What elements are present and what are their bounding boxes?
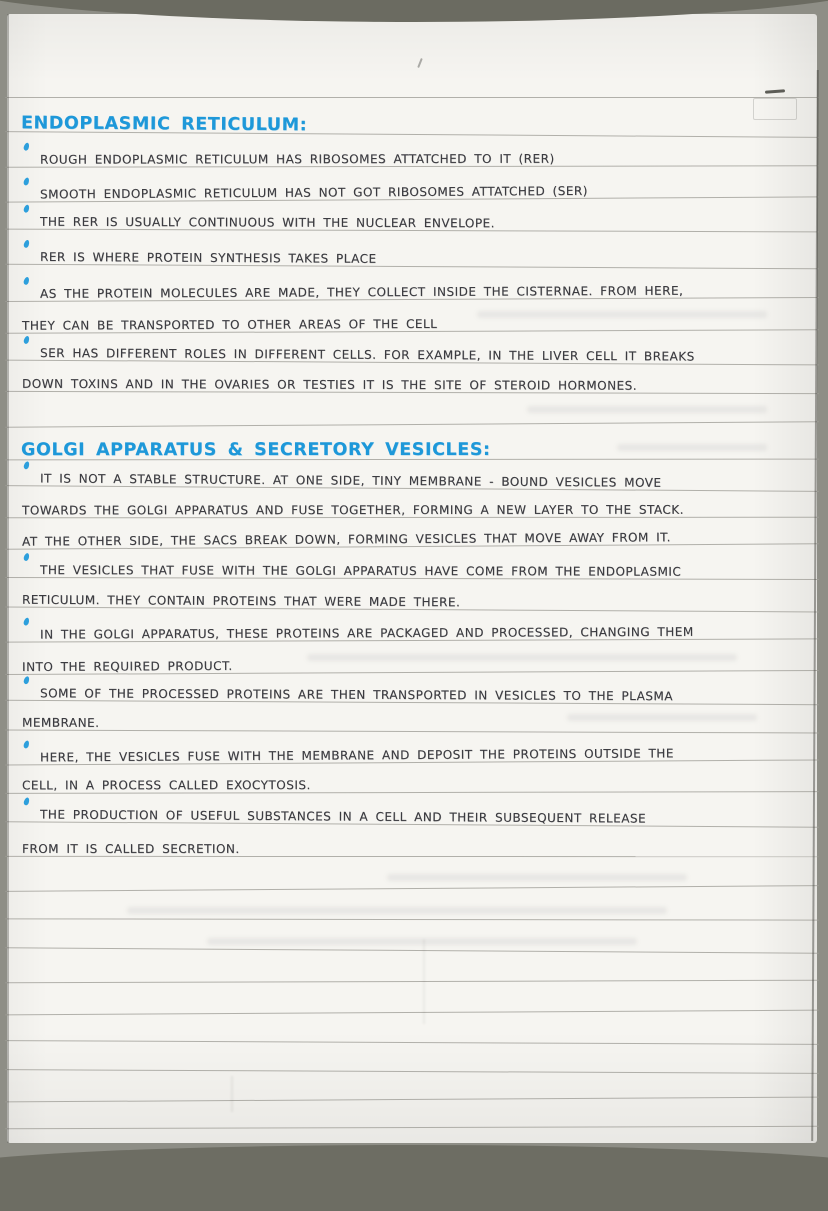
note-line (7, 740, 813, 766)
note-line (7, 588, 813, 614)
note-line (7, 310, 813, 335)
note-text: IT IS NOT A STABLE STRUCTURE. AT ONE SIDE, TINY MEMBRANE - BOUND VESICLES MOVE (39, 471, 662, 490)
notebook-page (7, 14, 817, 1143)
note-line (7, 372, 813, 396)
pen-dash-mark (765, 89, 785, 93)
note-text: THE PRODUCTION OF USEFUL SUBSTANCES IN A CELL AND THEIR SUBSEQUENT RELEASE (39, 807, 647, 826)
heading-text: GOLGI APPARATUS & SECRETORY VESICLES: (20, 439, 491, 461)
note-line (7, 558, 813, 581)
note-line (7, 619, 813, 643)
bullet-dot-icon (23, 461, 30, 470)
ruled-line (5, 1097, 819, 1103)
note-line (7, 245, 813, 271)
note-line (7, 177, 813, 203)
ruled-line (5, 918, 819, 920)
stray-pen-tick (417, 58, 423, 68)
note-line (7, 341, 813, 366)
note-line (7, 466, 813, 493)
note-line (7, 210, 813, 234)
note-line (7, 651, 813, 676)
bullet-dot-icon (23, 142, 30, 151)
photo-bottom-edge (0, 1145, 828, 1211)
bleed-through-mark (127, 907, 667, 914)
ruled-line (5, 1040, 819, 1045)
ruled-line (5, 947, 819, 953)
note-line (7, 524, 813, 550)
section-heading-endoplasmic-reticulum (7, 108, 813, 141)
bullet-dot-icon (23, 617, 30, 626)
note-line (7, 711, 813, 735)
note-text: HERE, THE VESICLES FUSE WITH THE MEMBRANE AND DEPOSIT THE PROTEINS OUTSIDE THE (39, 746, 674, 765)
note-text: SOME OF THE PROCESSED PROTEINS ARE THEN TRANSPORTED IN VESICLES TO THE PLASMA (39, 686, 674, 704)
note-text: THE RER IS USUALLY CONTINUOUS WITH THE NUCLEAR ENVELOPE. (39, 214, 496, 231)
bleed-through-mark (387, 874, 687, 881)
ruled-line (5, 1126, 819, 1129)
note-text: MEMBRANE. (21, 715, 100, 730)
note-text: FROM IT IS CALLED SECRETION. (21, 841, 240, 856)
section-heading-golgi-apparatus (7, 435, 813, 462)
ruled-line (5, 980, 819, 984)
bleed-through-mark (207, 938, 637, 945)
note-text: TOWARDS THE GOLGI APPARATUS AND FUSE TOGETHER, FORMING A NEW LAYER TO THE STACK. (21, 502, 684, 518)
note-text: RETICULUM. THEY CONTAIN PROTEINS THAT WERE MADE THERE. (21, 592, 461, 610)
note-text: SER HAS DIFFERENT ROLES IN DIFFERENT CELLS. FOR EXAMPLE, IN THE LIVER CELL IT BREAKS (39, 345, 695, 364)
ruled-line (5, 1069, 819, 1074)
bullet-dot-icon (23, 676, 30, 685)
note-line (7, 802, 813, 828)
note-line (7, 773, 813, 795)
ruled-line (5, 885, 819, 892)
note-line (7, 146, 813, 168)
bullet-dot-icon (23, 552, 30, 561)
bullet-dot-icon (23, 177, 30, 186)
bullet-dot-icon (23, 797, 30, 806)
note-text: INTO THE REQUIRED PRODUCT. (21, 658, 233, 674)
ruled-line (5, 421, 819, 427)
ruled-line (5, 1010, 819, 1016)
bullet-dot-icon (23, 335, 30, 344)
note-line (7, 498, 813, 520)
note-line (7, 278, 813, 303)
note-text: SMOOTH ENDOPLASMIC RETICULUM HAS NOT GOT RIBOSOMES ATTATCHED (SER) (39, 183, 588, 202)
note-text: AS THE PROTEIN MOLECULES ARE MADE, THEY COLLECT INSIDE THE CISTERNAE. FROM HERE, (39, 283, 684, 301)
bullet-dot-icon (23, 276, 30, 285)
note-text: DOWN TOXINS AND IN THE OVARIES OR TESTIES IT IS THE SITE OF STEROID HORMONES. (21, 376, 638, 393)
ruled-line (5, 97, 819, 98)
bullet-dot-icon (23, 740, 30, 749)
note-text: IN THE GOLGI APPARATUS, THESE PROTEINS ARE PACKAGED AND PROCESSED, CHANGING THEM (39, 624, 694, 642)
note-line (7, 681, 813, 706)
paper-crease (423, 939, 425, 1024)
note-line (7, 837, 813, 858)
note-text: RER IS WHERE PROTEIN SYNTHESIS TAKES PLACE (39, 249, 377, 266)
note-text: THE VESICLES THAT FUSE WITH THE GOLGI APPARATUS HAVE COME FROM THE ENDOPLASMIC (39, 563, 682, 579)
bleed-through-mark (527, 406, 767, 413)
note-text: AT THE OTHER SIDE, THE SACS BREAK DOWN, FORMING VESICLES THAT MOVE AWAY FROM IT. (21, 530, 671, 549)
faint-streak (231, 1076, 233, 1112)
note-text: THEY CAN BE TRANSPORTED TO OTHER AREAS OF THE CELL (21, 316, 438, 333)
note-text: ROUGH ENDOPLASMIC RETICULUM HAS RIBOSOMES ATTATCHED TO IT (RER) (39, 151, 555, 167)
bullet-dot-icon (23, 239, 30, 248)
bullet-dot-icon (23, 204, 30, 213)
heading-text: ENDOPLASMIC RETICULUM: (20, 113, 308, 136)
note-text: CELL, IN A PROCESS CALLED EXOCYTOSIS. (21, 778, 311, 793)
